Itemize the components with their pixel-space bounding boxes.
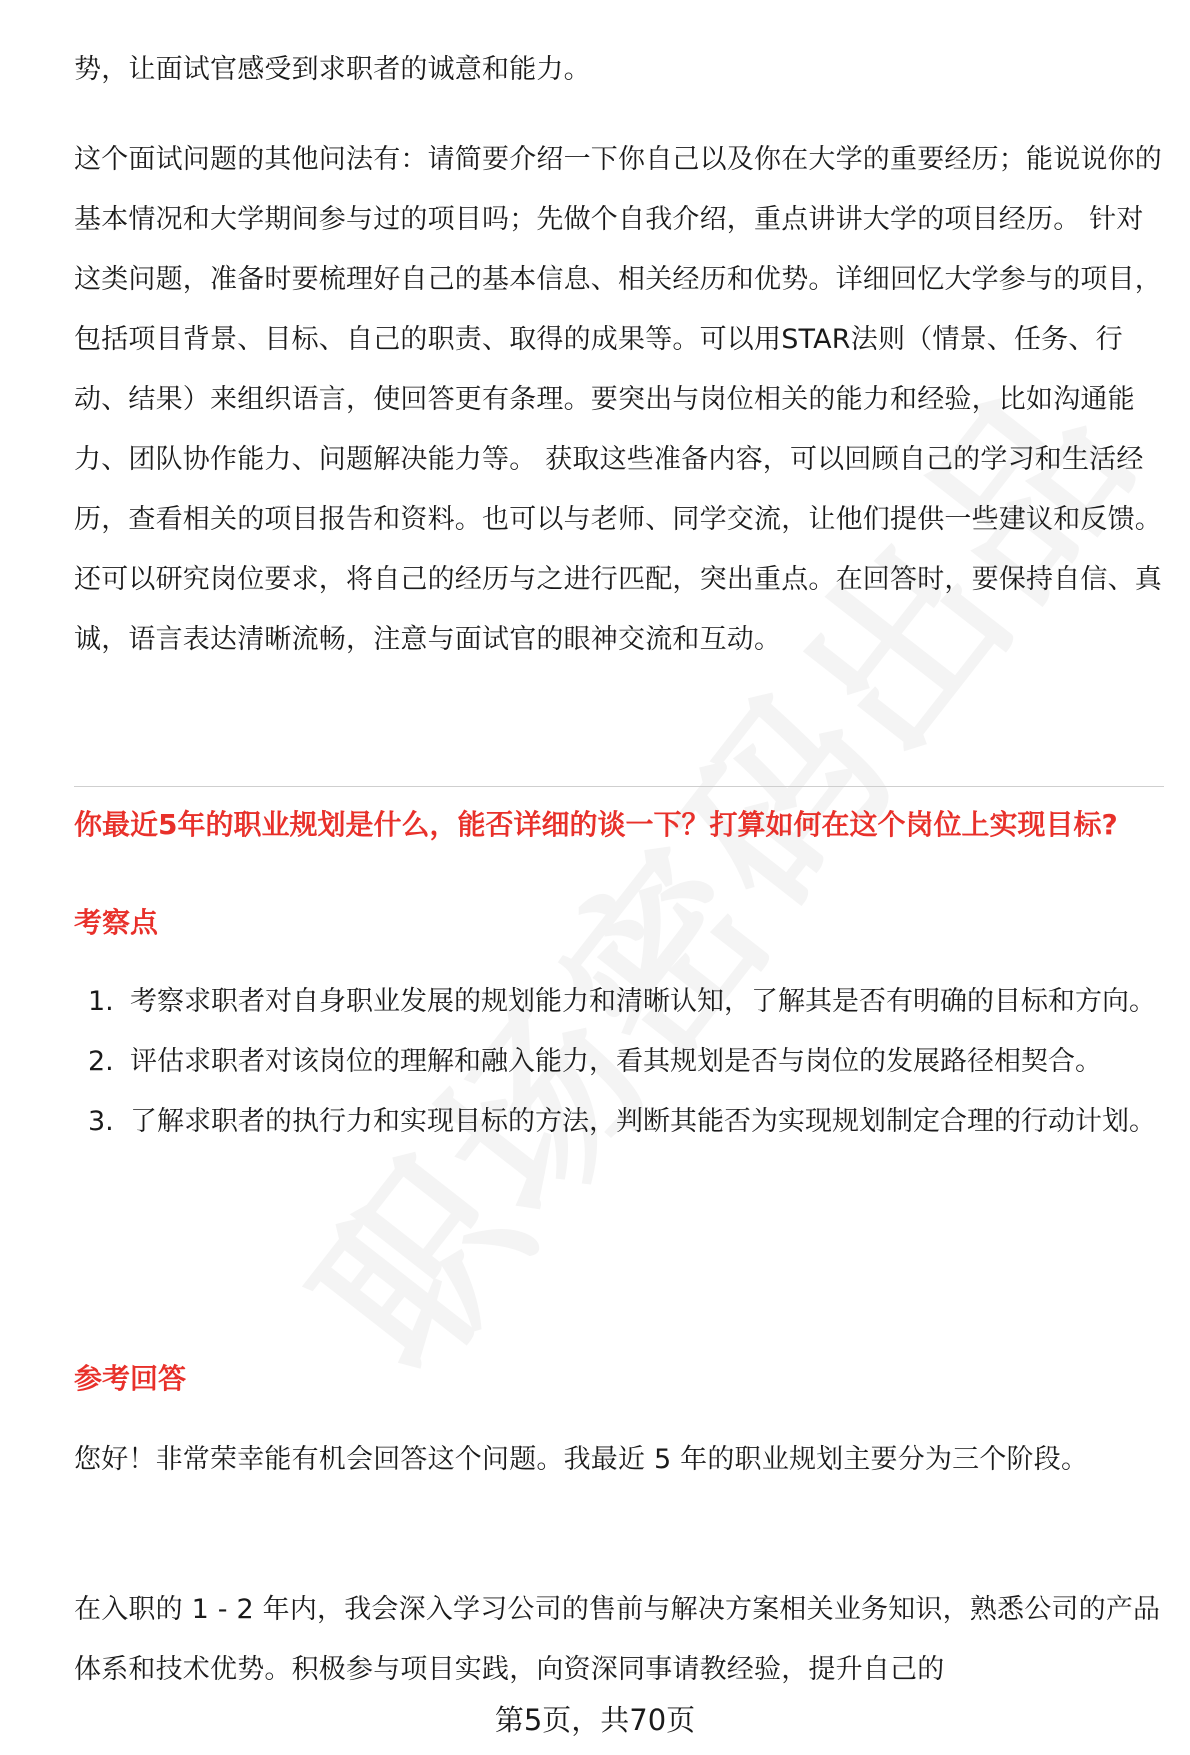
- list-item-text: 考察求职者对自身职业发展的规划能力和清晰认知，了解其是否有明确的目标和方向。: [130, 986, 1156, 1017]
- list-item-text: 评估求职者对该岗位的理解和融入能力，看其规划是否与岗位的发展路径相契合。: [130, 1046, 1102, 1077]
- points-list: [74, 972, 1164, 1152]
- answer-paragraph-1: 您好！非常荣幸能有机会回答这个问题。我最近 5 年的职业规划主要分为三个阶段。: [74, 1444, 1089, 1475]
- list-item: [74, 972, 1164, 1032]
- question-title: 你最近5年的职业规划是什么，能否详细的谈一下？打算如何在这个岗位上实现目标?: [74, 808, 1118, 841]
- other-ways-paragraph: 这个面试问题的其他问法有：请简要介绍一下你自己以及你在大学的重要经历；能说说你的基本情况和大学期间参与过的项目吗；先做个自我介绍，重点讲讲大学的项目经历。 针对这类问题，准备时要梳理好自己的基本信息、相关经历和优势。详细回忆大学参与的项目，包括项目背景、目标、自己的职责、取得的成果等。可以用STAR法则（情景、任务、行动、结果）来组织语言，使回答更有条理。要突出与岗位相关的能力和经验，比如沟通能力、团队协作能力、问题解决能力等。 获取这些准备内容，可以回顾自己的学习和生活经历，查看相关的项目报告和资料。也可以与老师、同学交流，让他们提供一些建议和反馈。还可以研究岗位要求，将自己的经历与之进行匹配，突出重点。在回答时，要保持自信、真诚，语言表达清晰流畅，注意与面试官的眼神交流和互动。: [74, 144, 1162, 655]
- list-item: [74, 1032, 1164, 1092]
- points-label: 考察点: [74, 906, 159, 939]
- answer-paragraph-2: 在入职的 1 - 2 年内，我会深入学习公司的售前与解决方案相关业务知识，熟悉公司的产品体系和技术优势。积极参与项目实践，向资深同事请教经验，提升自己的: [74, 1594, 1161, 1685]
- section-divider: [74, 786, 1164, 787]
- intro-tail-paragraph: 势，让面试官感受到求职者的诚意和能力。: [74, 54, 591, 85]
- list-item-number: 2.: [88, 1046, 114, 1077]
- page-footer: 第5页，共70页: [494, 1703, 696, 1737]
- list-item: [74, 1092, 1164, 1152]
- list-item-number: 1.: [88, 986, 114, 1017]
- list-item-number: 3.: [88, 1106, 114, 1137]
- list-item-text: 了解求职者的执行力和实现目标的方法，判断其能否为实现规划制定合理的行动计划。: [130, 1106, 1156, 1137]
- answer-label: 参考回答: [74, 1362, 187, 1395]
